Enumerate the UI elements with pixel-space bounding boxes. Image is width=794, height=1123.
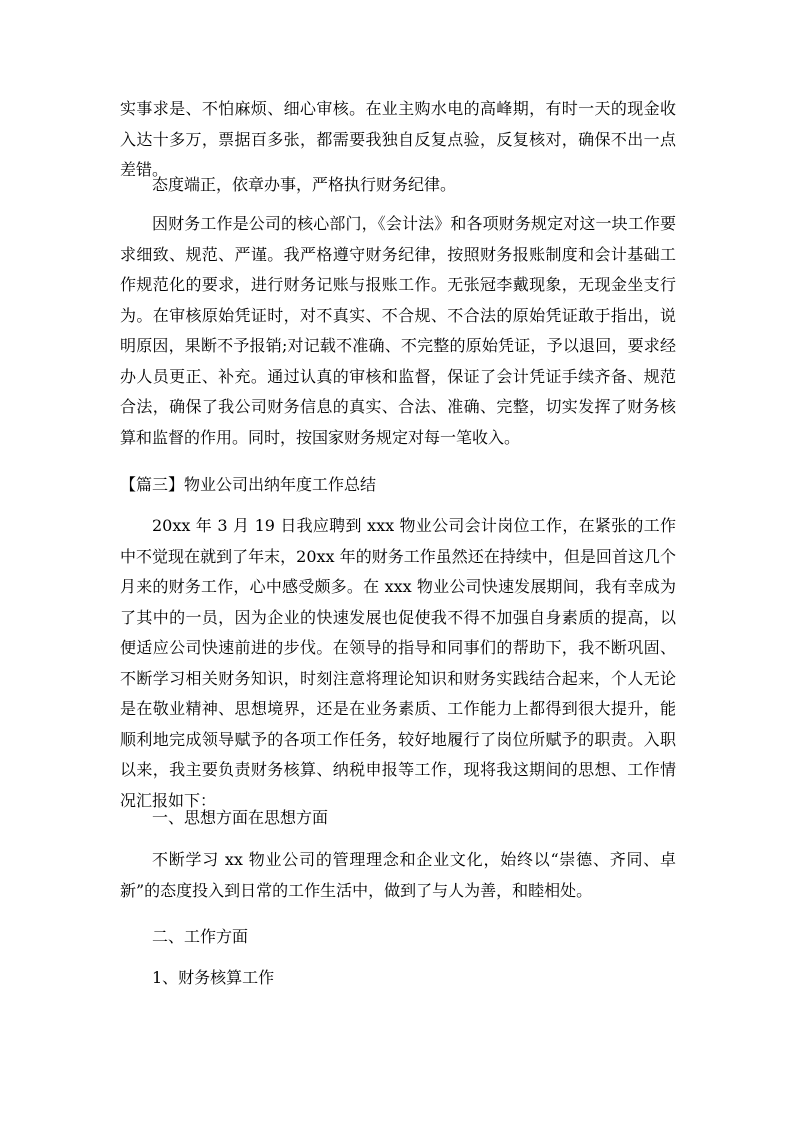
paragraph-3: 因财务工作是公司的核心部门，《会计法》和各项财务规定对这一块工作要求细致、规范、严谨。我严格遵守财务纪律，按照财务报账制度和会计基础工作规范化的要求，进行财务记账与报账工作。无张冠李戴现象，无现金坐支行为。在审核原始凭证时，对不真实、不合规、不合法的原始凭证敢于指出，说明原因，果断不予报销;对记载不准确、不完整的原始凭证，予以退回，要求经办人员更正、补充。通过认真的审核和监督，保证了会计凭证手续齐备、规范合法，确保了我公司财务信息的真实、合法、准确、完整，切实发挥了财务核算和监督的作用。同时，按国家财务规定对每一笔收入。 [120, 214, 676, 447]
paragraph-4: 20xx 年 3 月 19 日我应聘到 xxx 物业公司会计岗位工作，在紧张的工作中不觉现在就到了年末，20xx 年的财务工作虽然还在持续中，但是回首这几个月来的财务工作，心中感受颇多。在 xxx 物业公司快速发展期间，我有幸成为了其中的一员，因为企业的快速发展也促使我不得不加强自身素质的提高，以便适应公司快速前进的步伐。在领导的指导和同事们的帮助下，我不断巩固、不断学习相关财务知识，时刻注意将理论知识和财务实践结合起来，个人无论是在敬业精神、思想境界，还是在业务素质、工作能力上都得到很大提升，能顺利地完成领导赋予的各项工作任务，较好地履行了岗位所赋予的职责。入职以来，我主要负责财务核算、纳税申报等工作，现将我这期间的思想、工作情况汇报如下： [120, 516, 676, 810]
paragraph-5: 不断学习 xx 物业公司的管理理念和企业文化，始终以“崇德、齐同、卓新”的态度投入到日常的工作生活中，做到了与人为善，和睦相处。 [120, 850, 676, 900]
subheading-1: 一、思想方面在思想方面 [152, 808, 329, 827]
section-heading: 【篇三】物业公司出纳年度工作总结 [120, 475, 377, 494]
subheading-2: 二、工作方面 [152, 927, 249, 946]
paragraph-2: 态度端正，依章办事，严格执行财务纪律。 [152, 175, 457, 194]
paragraph-1: 实事求是、不怕麻烦、细心审核。在业主购水电的高峰期，有时一天的现金收入达十多万，票据百多张，都需要我独自反复点验，反复核对，确保不出一点差错。 [120, 99, 676, 179]
subheading-3: 1、财务核算工作 [152, 968, 275, 987]
